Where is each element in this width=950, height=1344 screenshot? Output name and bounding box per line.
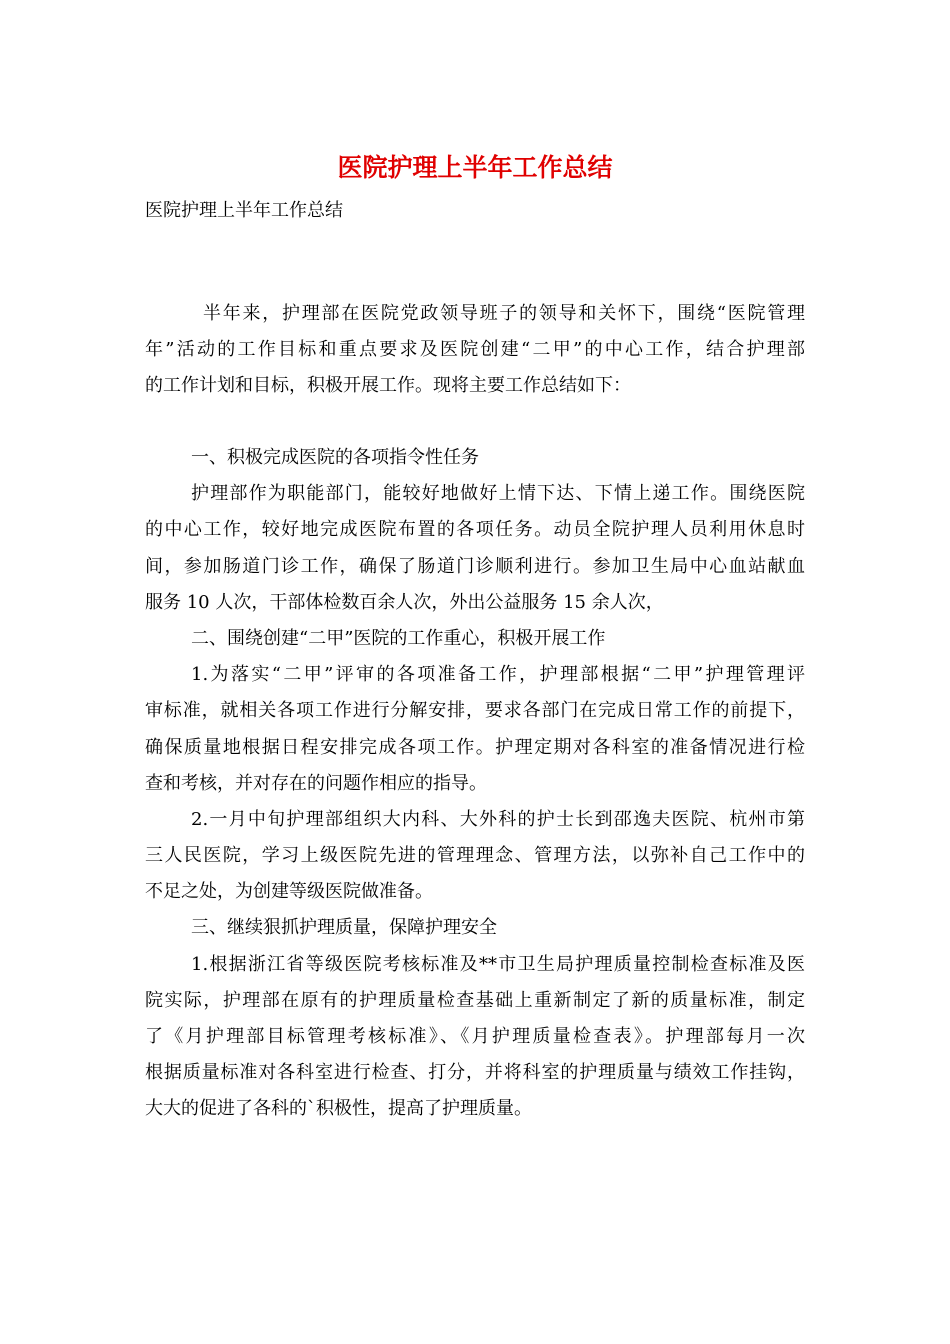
document-subtitle: 医院护理上半年工作总结 [145, 200, 343, 221]
body-line: 确保质量地根据日程安排完成各项工作。护理定期对各科室的准备情况进行检 [145, 736, 805, 758]
body-line: 的中心工作，较好地完成医院布置的各项任务。动员全院护理人员利用休息时 [145, 519, 805, 541]
body-line: 了《月护理部目标管理考核标准》、《月护理质量检查表》。护理部每月一次 [145, 1026, 805, 1047]
body-line: 大大的促进了各科的`积极性，提高了护理质量。 [145, 1098, 532, 1120]
intro-line: 的工作计划和目标，积极开展工作。现将主要工作总结如下： [145, 375, 631, 397]
body-line: 护理部作为职能部门，能较好地做好上情下达、下情上递工作。围绕医院 [191, 483, 805, 505]
body-line: 审标准，就相关各项工作进行分解安排，要求各部门在完成日常工作的前提下， [145, 700, 805, 722]
body-line: 1.为落实“二甲”评审的各项准备工作，护理部根据“二甲”护理管理评 [191, 664, 805, 686]
intro-line: 半年来，护理部在医院党政领导班子的领导和关怀下，围绕“医院管理 [203, 303, 805, 324]
intro-paragraph [145, 296, 805, 405]
document-title: 医院护理上半年工作总结 [337, 153, 613, 182]
intro-line: 年”活动的工作目标和重点要求及医院创建“二甲”的中心工作，结合护理部 [145, 339, 805, 361]
section-heading-3: 三、继续狠抓护理质量，保障护理安全 [191, 917, 497, 939]
body-line: 三人民医院，学习上级医院先进的管理理念、管理方法，以弥补自己工作中的 [145, 845, 805, 867]
body-line: 间，参加肠道门诊工作，确保了肠道门诊顺利进行。参加卫生局中心血站献血 [145, 555, 805, 577]
body-line: 不足之处，为创建等级医院做准备。 [145, 881, 433, 903]
body-line: 查和考核，并对存在的问题作相应的指导。 [145, 772, 487, 794]
body-line: 院实际，护理部在原有的护理质量检查基础上重新制定了新的质量标准，制定 [145, 989, 805, 1011]
body-line: 服务 10 人次，干部体检数百余人次，外出公益服务 15 余人次， [145, 591, 664, 613]
body-line: 1.根据浙江省等级医院考核标准及**市卫生局护理质量控制检查标准及医 [191, 953, 805, 975]
body-line: 根据质量标准对各科室进行检查、打分，并将科室的护理质量与绩效工作挂钩， [145, 1062, 805, 1084]
body-line: 2.一月中旬护理部组织大内科、大外科的护士长到邵逸夫医院、杭州市第 [191, 808, 805, 830]
section-heading-2: 二、围绕创建“二甲”医院的工作重心，积极开展工作 [191, 627, 606, 649]
main-body [145, 440, 805, 1128]
section-heading-1: 一、积极完成医院的各项指令性任务 [191, 447, 479, 468]
